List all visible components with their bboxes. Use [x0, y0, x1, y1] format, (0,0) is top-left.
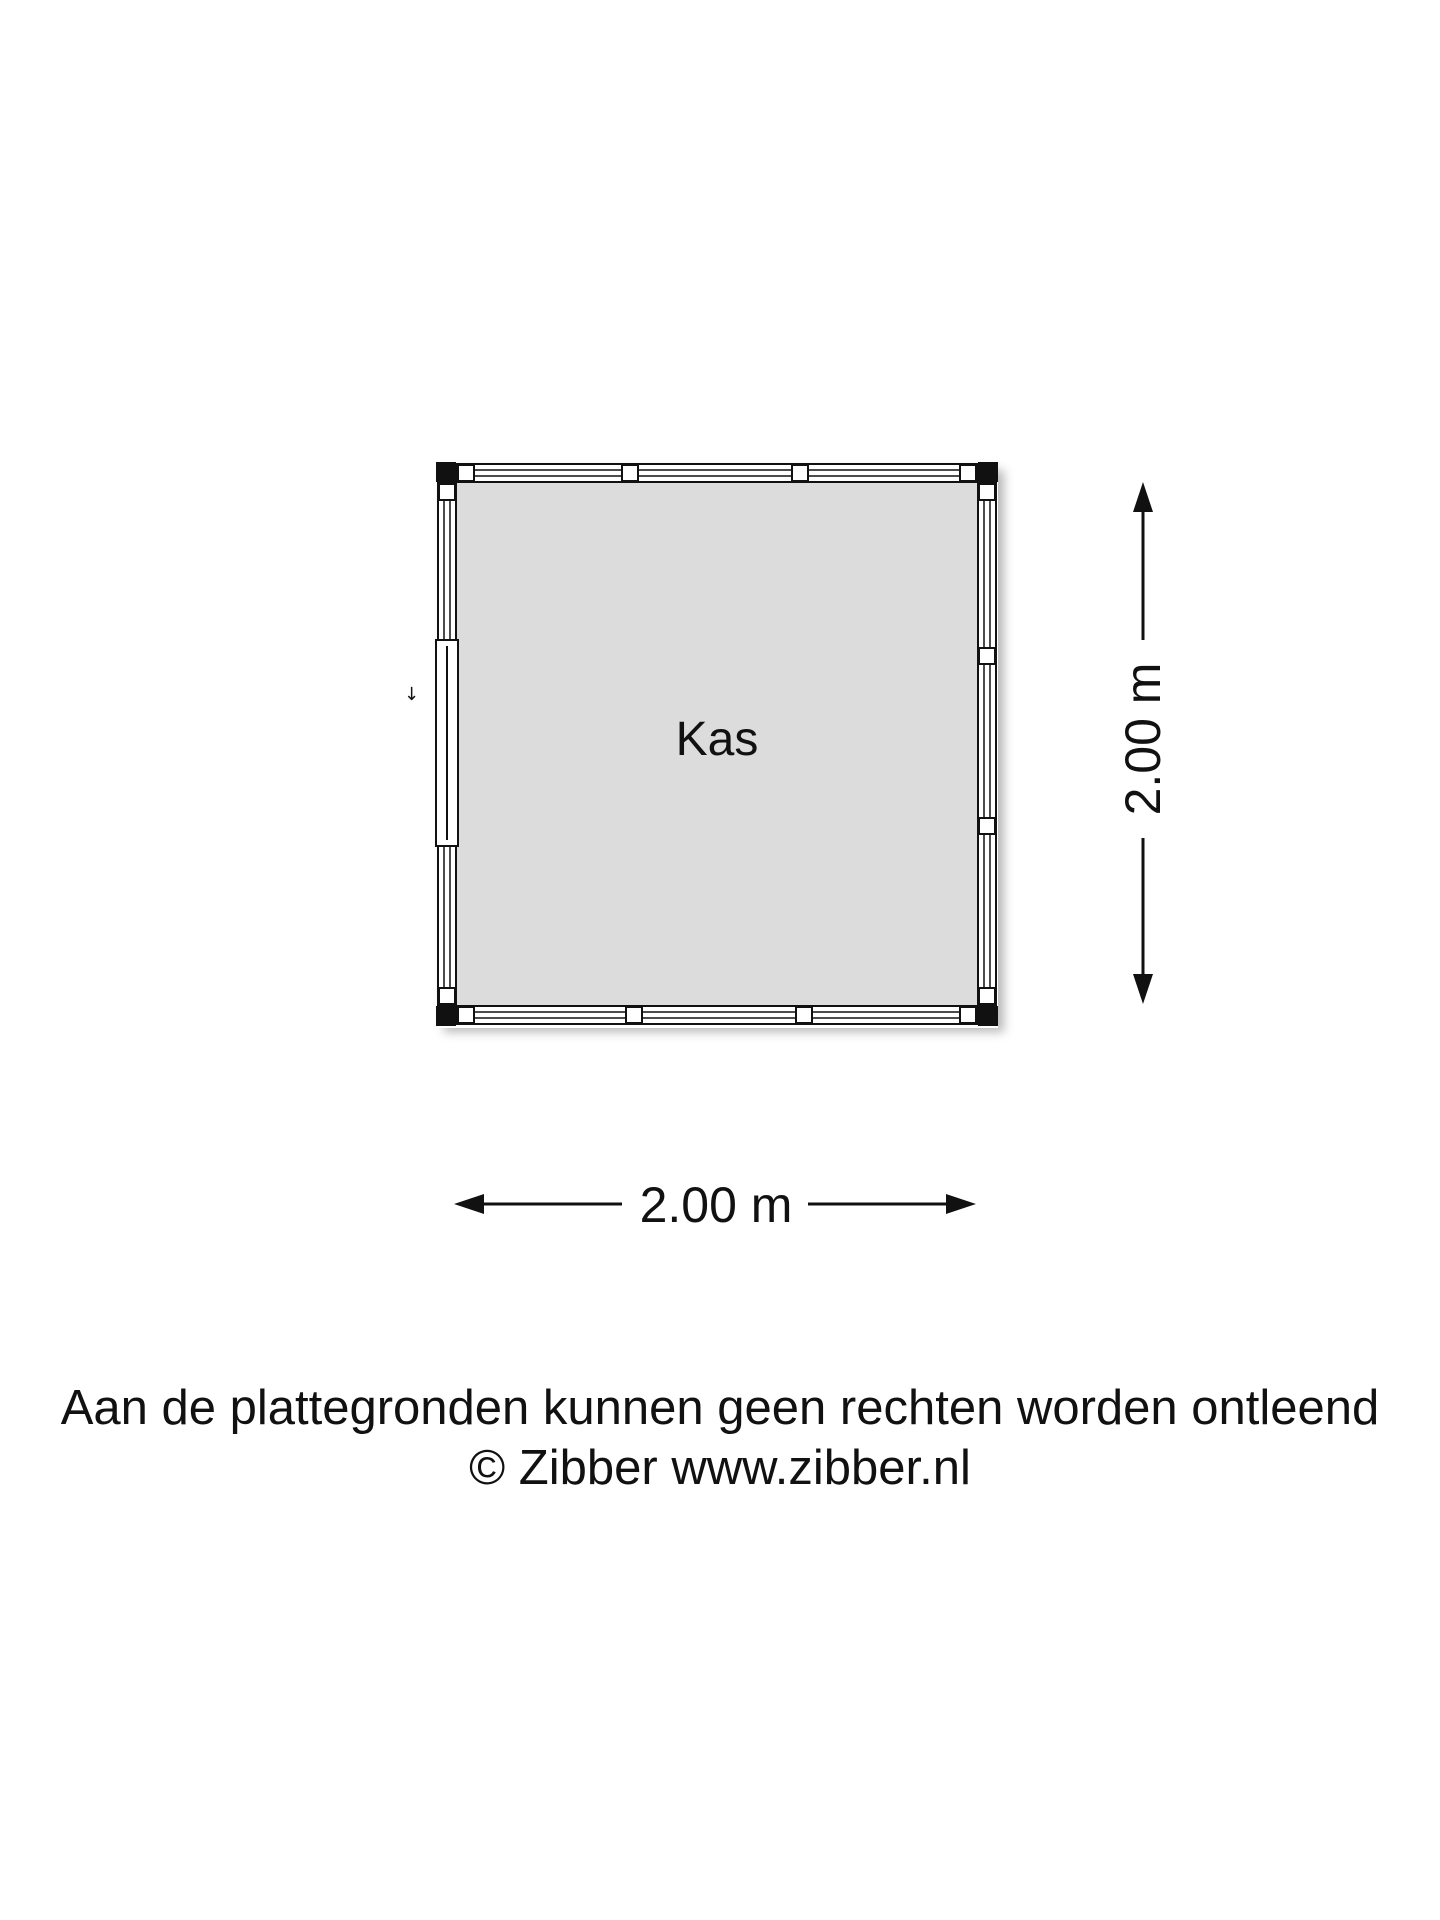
joint-right-4 — [979, 988, 995, 1004]
joint-left-2 — [439, 988, 455, 1004]
wall-right — [978, 482, 996, 1006]
arrow-up-icon — [1133, 482, 1153, 512]
dimension-horizontal — [454, 1177, 976, 1233]
joint-bottom-1 — [458, 1007, 474, 1023]
corner-post-top-left — [436, 462, 456, 482]
arrow-down-icon — [1133, 974, 1153, 1004]
joint-right-3 — [979, 818, 995, 834]
width-label: 2.00 m — [639, 1177, 793, 1233]
disclaimer-text: Aan de plattegronden kunnen geen rechten worden ontleend — [60, 1381, 1380, 1435]
joint-right-2 — [979, 648, 995, 664]
depth-label: 2.00 m — [1115, 662, 1171, 816]
copyright-text: © Zibber www.zibber.nl — [469, 1441, 971, 1495]
door-arrow-icon: ↓ — [404, 684, 420, 705]
joint-bottom-2 — [626, 1007, 642, 1023]
arrow-left-icon — [454, 1194, 484, 1214]
corner-post-bottom-right — [978, 1006, 998, 1026]
corner-post-top-right — [978, 462, 998, 482]
joint-top-3 — [792, 465, 808, 481]
room-label: Kas — [675, 713, 759, 766]
joint-top-4 — [960, 465, 976, 481]
arrow-right-icon — [946, 1194, 976, 1214]
joint-bottom-4 — [960, 1007, 976, 1023]
joint-left-1 — [439, 484, 455, 500]
dimension-vertical — [1115, 482, 1171, 1004]
joint-top-2 — [622, 465, 638, 481]
wall-top — [456, 464, 978, 482]
door-left — [436, 640, 458, 846]
joint-bottom-3 — [796, 1007, 812, 1023]
joint-top-1 — [458, 465, 474, 481]
corner-post-bottom-left — [436, 1006, 456, 1026]
joint-right-1 — [979, 484, 995, 500]
wall-bottom — [456, 1006, 978, 1024]
